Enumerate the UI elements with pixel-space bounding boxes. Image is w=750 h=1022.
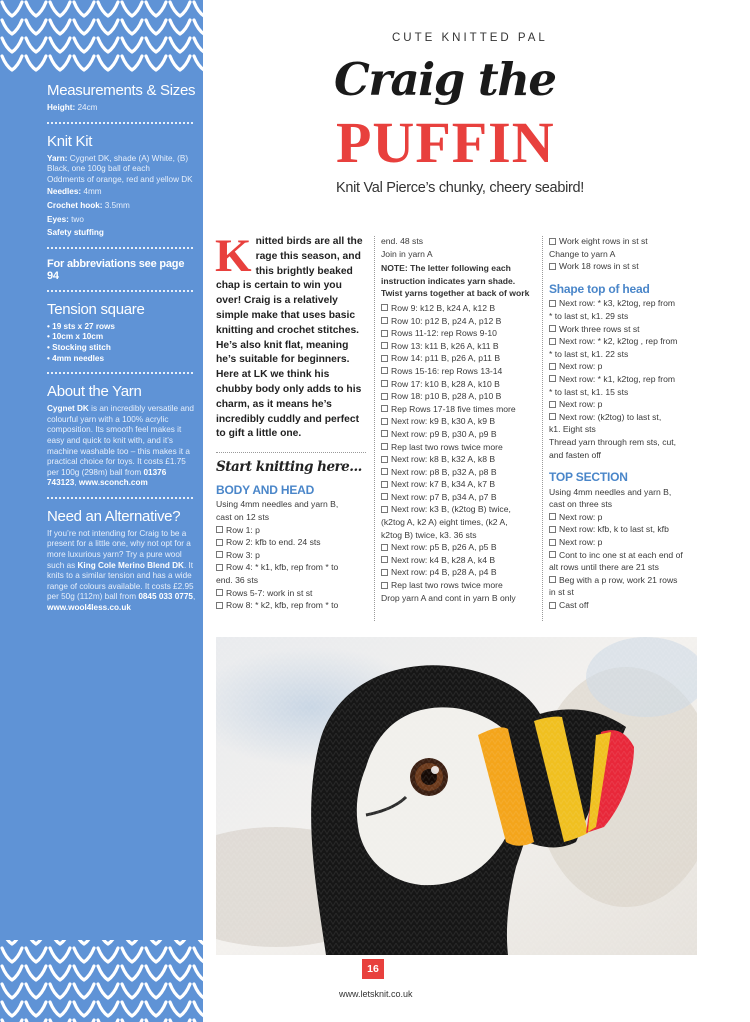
top-section-instructions (549, 486, 697, 612)
checkbox-icon[interactable] (549, 401, 556, 408)
instruction-line: k1. Eight sts (549, 424, 596, 435)
tension-item: • 4mm needles (47, 354, 197, 365)
instruction-line: (k2tog A, k2 A) eight times, (k2 A, (381, 517, 508, 528)
instruction-line: Next row: p9 B, p30 A, p9 B (381, 428, 536, 441)
instruction-line: Beg with a p row, work 21 rows (549, 574, 697, 587)
checkbox-icon[interactable] (381, 405, 388, 412)
instruction-line: Work 18 rows in st st (549, 260, 697, 273)
instruction-line: Next row: p4 B, p28 A, p4 B (381, 566, 536, 579)
checkbox-icon[interactable] (381, 481, 388, 488)
crochet-hook-value: 3.5mm (102, 200, 130, 210)
instruction-line: Next row: p7 B, p34 A, p7 B (381, 491, 536, 504)
safety-stuffing: Safety stuffing (47, 228, 104, 238)
alternative-heading: Need an Alternative? (47, 507, 181, 525)
instruction-line: Join in yarn A (381, 248, 433, 259)
checkbox-icon[interactable] (381, 493, 388, 500)
checkbox-icon[interactable] (381, 556, 388, 563)
instruction-line: Row 18: p10 B, p28 A, p10 B (381, 390, 536, 403)
sidebar-divider (47, 290, 193, 292)
column-1 (215, 230, 366, 612)
checkbox-icon[interactable] (381, 304, 388, 311)
checkbox-icon[interactable] (549, 238, 556, 245)
instruction-line: Next row: k7 B, k34 A, k7 B (381, 478, 536, 491)
checkbox-icon[interactable] (549, 539, 556, 546)
column-3 (549, 235, 697, 612)
top-section-heading: TOP SECTION (549, 470, 628, 485)
about-yarn-link[interactable]: www.sconch.com (78, 478, 148, 488)
instruction-line: alt rows until there are 21 sts (549, 562, 659, 573)
instruction-line: Row 1: p (216, 524, 366, 537)
checkbox-icon[interactable] (381, 506, 388, 513)
column-divider (542, 236, 543, 621)
sidebar-divider (47, 497, 193, 499)
kicker: CUTE KNITTED PAL (392, 32, 548, 44)
instruction-line: cast on three sts (549, 499, 613, 510)
eyes-label: Eyes: (47, 214, 69, 224)
crochet-hook-label: Crochet hook: (47, 200, 103, 210)
page-number: 16 (362, 959, 384, 979)
instruction-line: Next row: * k3, k2tog, rep from (549, 297, 697, 310)
column-2-intro (381, 235, 536, 260)
instruction-line: and fasten off (549, 449, 601, 460)
knit-kit-heading: Knit Kit (47, 132, 93, 150)
tension-heading: Tension square (47, 300, 145, 318)
instruction-line: * to last st, k1. 22 sts (549, 348, 629, 359)
checkbox-icon[interactable] (549, 602, 556, 609)
checkbox-icon[interactable] (549, 338, 556, 345)
height-value: 24cm (75, 103, 98, 112)
sidebar-content (47, 82, 197, 614)
sidebar-divider (47, 247, 193, 249)
checkbox-icon[interactable] (381, 582, 388, 589)
tension-list (47, 322, 197, 364)
checkbox-icon[interactable] (381, 468, 388, 475)
about-yarn-section (47, 383, 197, 489)
column-2 (381, 235, 536, 604)
checkbox-icon[interactable] (381, 430, 388, 437)
instruction-line: cast on 12 sts (216, 511, 270, 522)
checkbox-icon[interactable] (381, 418, 388, 425)
instruction-line: Drop yarn A and cont in yarn B only (381, 592, 516, 603)
checkbox-icon[interactable] (549, 526, 556, 533)
checkbox-icon[interactable] (549, 325, 556, 332)
body-head-instructions (216, 498, 366, 611)
instruction-line: Row 14: p11 B, p26 A, p11 B (381, 352, 536, 365)
instruction-line: Rows 15-16: rep Rows 13-14 (381, 365, 536, 378)
instruction-line: Next row: p (549, 536, 697, 549)
yarn-label: Yarn: (47, 153, 68, 163)
measurements-heading: Measurements & Sizes (47, 82, 196, 99)
instruction-line: Next row: k3 B, (k2tog B) twice, (381, 503, 536, 516)
title-line-2: PUFFIN (336, 110, 555, 175)
instruction-line: Cont to inc one st at each end of (549, 549, 697, 562)
measurements-section (47, 82, 197, 114)
checkbox-icon[interactable] (381, 380, 388, 387)
instruction-line: in st st (549, 587, 574, 598)
instruction-line: Row 9: k12 B, k24 A, k12 B (381, 302, 536, 315)
instruction-line: Rows 5-7: work in st st (216, 587, 366, 600)
instruction-line: Work eight rows in st st (549, 235, 697, 248)
checkbox-icon[interactable] (381, 569, 388, 576)
instruction-line: Next row: * k2, k2tog , rep from (549, 335, 697, 348)
checkbox-icon[interactable] (381, 355, 388, 362)
instruction-line: Row 2: kfb to end. 24 sts (216, 536, 366, 549)
instruction-line: Next row: p (549, 398, 697, 411)
about-yarn-heading: About the Yarn (47, 383, 142, 401)
instruction-line: end. 36 sts (216, 574, 259, 585)
shape-top-instructions (549, 297, 697, 461)
alternative-link[interactable]: www.wool4less.co.uk (47, 603, 131, 613)
footer-url[interactable]: www.letsknit.co.uk (339, 989, 413, 999)
instruction-line: Change to yarn A (549, 248, 616, 259)
instruction-line: Rep Rows 17-18 five times more (381, 403, 536, 416)
needles-value: 4mm (81, 187, 102, 197)
instruction-line: Next row: kfb, k to last st, kfb (549, 523, 697, 536)
checkbox-icon[interactable] (549, 363, 556, 370)
checkbox-icon[interactable] (216, 539, 223, 546)
checkbox-icon[interactable] (216, 589, 223, 596)
checkbox-icon[interactable] (549, 300, 556, 307)
instruction-line: Next row: p8 B, p32 A, p8 B (381, 466, 536, 479)
checkbox-icon[interactable] (381, 317, 388, 324)
checkbox-icon[interactable] (216, 551, 223, 558)
instruction-line: Next row: p (549, 360, 697, 373)
instruction-line: Using 4mm needles and yarn B, (216, 499, 339, 510)
checkbox-icon[interactable] (381, 456, 388, 463)
sidebar (0, 0, 203, 1022)
knit-pattern-bottom (0, 940, 203, 1022)
instruction-line: Cast off (549, 599, 697, 612)
instruction-line: Row 10: p12 B, p24 A, p12 B (381, 315, 536, 328)
checkbox-icon[interactable] (549, 576, 556, 583)
checkbox-icon[interactable] (381, 330, 388, 337)
instruction-line: Work three rows st st (549, 323, 697, 336)
checkbox-icon[interactable] (216, 564, 223, 571)
checkbox-icon[interactable] (549, 375, 556, 382)
instruction-line: Row 13: k11 B, k26 A, k11 B (381, 340, 536, 353)
tension-section (47, 301, 197, 364)
instruction-line: * to last st, k1. 29 sts (549, 310, 629, 321)
instruction-line: Using 4mm needles and yarn B, (549, 486, 672, 497)
checkbox-icon[interactable] (216, 602, 223, 609)
checkbox-icon[interactable] (381, 443, 388, 450)
standfirst: Knit Val Pierce’s chunky, cheery seabird! (336, 180, 585, 196)
instruction-line: k2tog B) twice, k3. 36 sts (381, 529, 477, 540)
column-divider (374, 236, 375, 621)
checkbox-icon[interactable] (381, 544, 388, 551)
checkbox-icon[interactable] (549, 513, 556, 520)
yarn-value: Cygnet DK, shade (A) White, (B) Black, one 100g ball of each (47, 153, 189, 174)
instruction-line: Thread yarn through rem sts, cut, (549, 436, 677, 447)
sidebar-divider (47, 122, 193, 124)
about-yarn-text: Cygnet DK is an incredibly versatile and colourful yarn with a 100% acrylic composition. Its smooth feel makes it easy and quick to knit with, and it’s machine washable too – this makes it a practical choice for toys. It costs £1.75 per 100g (298m) ball from 01376 743123, www.sconch.com (47, 404, 194, 488)
instruction-line: Next row: p (549, 511, 697, 524)
body-head-heading: BODY AND HEAD (216, 482, 315, 497)
checkbox-icon[interactable] (381, 393, 388, 400)
sidebar-divider (47, 372, 193, 374)
tension-item: • 19 sts x 27 rows (47, 322, 197, 333)
instruction-line: Next row: p5 B, p26 A, p5 B (381, 541, 536, 554)
knit-pattern-top (0, 0, 203, 72)
alternative-text: If you’re not intending for Craig to be a present for a little one, why not opt for a more luxurious yarn? Try a pure wool such as King Cole Merino Blend DK. It knits to a similar tension and has a wide range of colours available. It costs £2.95 per 50g (112m) ball from 0845 033 0775, www.wool4less.co.uk (47, 528, 196, 613)
needles-label: Needles: (47, 187, 82, 197)
tension-item: • Stocking stitch (47, 343, 197, 354)
checkbox-icon[interactable] (381, 367, 388, 374)
tension-item: • 10cm x 10cm (47, 332, 197, 343)
abbreviations-note: For abbreviations see page 94 (47, 257, 185, 282)
checkbox-icon[interactable] (549, 263, 556, 270)
instruction-line: Rep last two rows twice more (381, 579, 536, 592)
alternative-section (47, 508, 197, 614)
instruction-line: Row 3: p (216, 549, 366, 562)
instruction-line: Row 8: * k2, kfb, rep from * to (216, 599, 366, 612)
instruction-line: Next row: (k2tog) to last st, (549, 411, 697, 424)
yarn-shade-note: NOTE: The letter following each instruction indicates yarn shade. Twist yarns together at back of work (381, 263, 530, 299)
eyes-value: two (68, 214, 84, 224)
instruction-line: Next row: k4 B, k28 A, k4 B (381, 554, 536, 567)
column-3-intro (549, 235, 697, 273)
instruction-line: Next row: k9 B, k30 A, k9 B (381, 415, 536, 428)
checkbox-icon[interactable] (549, 413, 556, 420)
height-label: Height: (47, 103, 76, 112)
instruction-line: * to last st, k1. 15 sts (549, 386, 629, 397)
title-line-1: Craig the (334, 53, 556, 106)
drop-cap: K (215, 230, 252, 282)
instruction-line: Rep last two rows twice more (381, 441, 536, 454)
checkbox-icon[interactable] (216, 526, 223, 533)
start-heading: Start knitting here... (216, 452, 366, 474)
knit-kit-section (47, 133, 197, 239)
oddments-text: Oddments of orange, red and yellow DK (47, 174, 193, 184)
instruction-line: Row 17: k10 B, k28 A, k10 B (381, 378, 536, 391)
instruction-line: Rows 11-12: rep Rows 9-10 (381, 327, 536, 340)
shape-top-heading: Shape top of head (549, 281, 650, 296)
instruction-line: end. 48 sts (381, 236, 424, 246)
checkbox-icon[interactable] (549, 551, 556, 558)
column-2-instructions (381, 302, 536, 604)
checkbox-icon[interactable] (381, 342, 388, 349)
puffin-photo (216, 637, 697, 955)
instruction-line: Row 4: * k1, kfb, rep from * to (216, 561, 366, 574)
instruction-line: Next row: * k1, k2tog, rep from (549, 373, 697, 386)
instruction-line: Next row: k8 B, k32 A, k8 B (381, 453, 536, 466)
intro-paragraph: Knitted birds are all the rage this season, and this brightly beaked chap is certain to win you over! Craig is a relatively simple make that uses basic knitting and crochet stitches. He’s also knit flat, meaning he’s suitable for beginners. Here at LK we think his chubby body only adds to his charm, as it means he’s incredibly cuddly and perfect to gift a little one. (215, 230, 363, 440)
